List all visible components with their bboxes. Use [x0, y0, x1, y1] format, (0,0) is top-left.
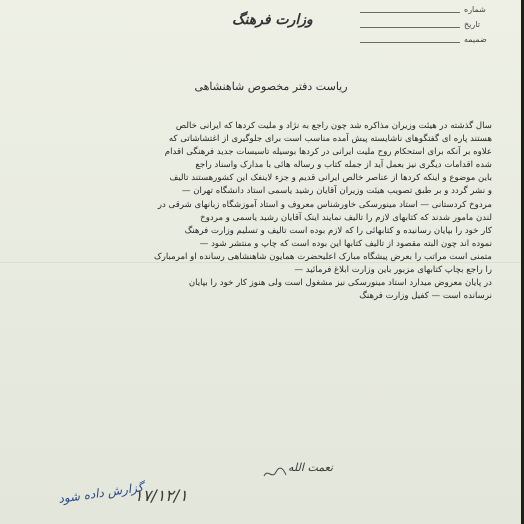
number-field-label: شماره: [464, 5, 486, 14]
date-field-line: [360, 27, 460, 28]
signature-flourish: [262, 466, 288, 480]
body-line: نرسانده است — کفیل وزارت فرهنگ: [359, 291, 492, 302]
body-line: هستند پاره ای گفتگوهای ناشایسته پیش آمده مناسب است برای جلوگیری از اغتشاشاتی که: [168, 134, 492, 145]
body-line: و نشر گردد و بر طبق تصویب هیئت وزیران آقایان رشید یاسمی استاد دانشگاه تهران —: [181, 186, 492, 197]
body-line: باین موضوع و اینکه کردها از عناصر خالص ایرانی قدیم و جزء لاینفک این کشورهستند تالیف: [169, 173, 492, 184]
body-line: نموده اند چون البته مقصود از تالیف کتابها این بوده است که چاپ و منتشر شود —: [199, 238, 492, 249]
body-line: در پایان معروض میدارد استاد مینورسکی نیز مشغول است ولی هنوز کار خود را بپایان: [188, 278, 492, 289]
body-line: سال گذشته در هیئت وزیران مذاکره شد چون راجع به نژاد و ملیت کردها که ایرانی خالص: [175, 121, 492, 131]
handwritten-date: ۱۷/۱۲/۱: [134, 486, 188, 505]
addressee-line: ریاست دفتر مخصوص شاهنشاهی: [194, 80, 348, 93]
attachment-field-label: ضمیمه: [464, 35, 487, 44]
body-line: متمنی است مراتب را بعرض پیشگاه مبارک اعلیحضرت همایون شاهنشاهی رسانده او امرمبارک: [154, 251, 492, 262]
attachment-field-line: [360, 42, 460, 43]
number-field-line: [360, 12, 460, 13]
body-line: کار خود را بپایان رسانیده و کتابهائی را که لازم بوده است تالیف و تسلیم وزارت فرهنگ: [184, 225, 492, 236]
body-line: مردوخ کردستانی — استاد مینورسکی خاورشناس معروف و استاد آموزشگاه زبانهای شرقی در: [157, 199, 492, 210]
ministry-letterhead: وزارت فرهنگ: [232, 12, 313, 28]
letter-body: [12, 120, 492, 303]
body-line: شده اقدامات دیگری نیز بعمل آید از جمله کتاب و رساله هائی با مدارک واسناد راجع: [195, 160, 492, 171]
handwritten-note: گزارش داده شود: [57, 480, 145, 506]
body-line: را راجع بچاپ کتابهای مزبور باین وزارت ابلاغ فرمائید —: [294, 265, 492, 276]
date-field-label: تاریخ: [464, 20, 480, 29]
signature-text: نعمت الله: [288, 461, 333, 474]
body-line: لندن مامور شدند که کتابهای لازم را تالیف نمایند اینک آقایان رشید یاسمی و مردوخ: [200, 212, 492, 223]
body-line: علاوه بر آنکه برای استحکام روح ملیت ایرانی در کردها بوسیله تاسیسات جدید فرهنگی اقدام: [164, 147, 492, 158]
